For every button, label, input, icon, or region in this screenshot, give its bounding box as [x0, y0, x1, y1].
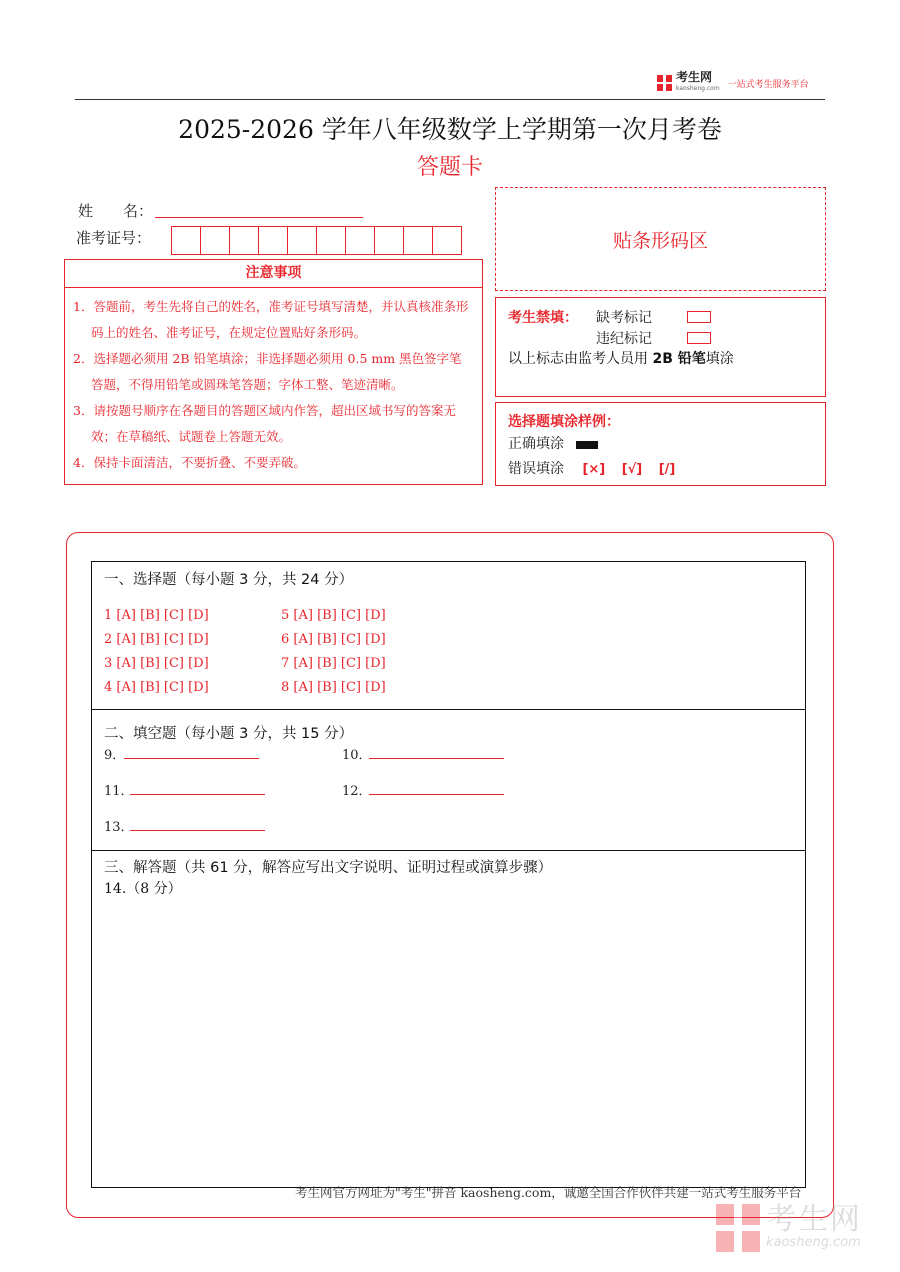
fill-question-9-answer[interactable]: [124, 758, 259, 759]
barcode-area: [495, 187, 826, 291]
exam-id-digit-box[interactable]: [171, 226, 201, 255]
exam-id-digit-box[interactable]: [374, 226, 404, 255]
wrong-fill-row: [508, 458, 675, 478]
mc-question-6[interactable]: 6 [A] [B] [C] [D]: [281, 632, 386, 647]
solve-section-title: 三、解答题（共 61 分，解答应写出文字说明、证明过程或演算步骤）: [104, 860, 553, 876]
fill-question-10-answer[interactable]: [369, 758, 504, 759]
exam-id-digit-box[interactable]: [287, 226, 317, 255]
exam-id-digit-box[interactable]: [403, 226, 433, 255]
violation-mark-label: 违纪标记: [596, 331, 652, 347]
wrong-fill-label: 错误填涂: [508, 461, 564, 477]
wrong-fill-cross: [×]: [582, 462, 606, 477]
notice-heading: 注意事项: [65, 260, 482, 288]
exam-id-digit-box[interactable]: [432, 226, 462, 255]
exam-id-digit-box[interactable]: [229, 226, 259, 255]
watermark-url: kaosheng.com: [766, 1235, 861, 1250]
fill-question-9-label: 9．: [104, 748, 126, 763]
watermark-logo-icon: [716, 1204, 760, 1252]
wrong-fill-slash: [/]: [658, 462, 676, 477]
exam-id-digit-box[interactable]: [258, 226, 288, 255]
notice-panel: [64, 259, 483, 485]
mc-question-5[interactable]: 5 [A] [B] [C] [D]: [281, 608, 386, 623]
fill-question-12-label: 12．: [342, 784, 372, 799]
fill-sample-label: 选择题填涂样例：: [508, 414, 620, 430]
fill-section-title: 二、填空题（每小题 3 分，共 15 分）: [104, 726, 354, 742]
watermark: [716, 1204, 862, 1252]
violation-mark-box[interactable]: [687, 332, 711, 344]
fill-question-13-answer[interactable]: [130, 830, 265, 831]
name-field[interactable]: [155, 217, 363, 218]
fill-question-12-answer[interactable]: [369, 794, 504, 795]
exam-id-label: 准考证号：: [76, 229, 152, 247]
absent-mark-box[interactable]: [687, 311, 711, 323]
absent-mark-label: 缺考标记: [596, 310, 652, 326]
logo-slogan: 一站式考生服务平台: [727, 79, 809, 90]
notice-item: 1．答题前，考生先将自己的姓名，准考证号填写清楚，并认真核准条形码上的姓名、准考证号，在规定位置贴好条形码。: [73, 299, 469, 340]
footer-text: 考生网官方网址为"考生"拼音 kaosheng.com，诚邀全国合作伙伴共建一站式考生服务平台: [295, 1185, 802, 1200]
logo-subtext: kaosheng.com: [676, 85, 720, 92]
fill-question-11-label: 11．: [104, 784, 134, 799]
page-title: 2025-2026 学年八年级数学上学期第一次月考卷: [178, 115, 722, 144]
wrong-fill-check: [√]: [621, 462, 643, 477]
name-label: 姓 名：: [78, 202, 154, 220]
exam-id-digit-box[interactable]: [345, 226, 375, 255]
mc-question-8[interactable]: 8 [A] [B] [C] [D]: [281, 680, 386, 695]
fill-question-13-label: 13．: [104, 820, 134, 835]
section-divider: [92, 850, 805, 851]
fill-sample-panel: [495, 402, 826, 486]
examiner-note: 以上标志由监考人员用 2B 铅笔填涂: [508, 351, 734, 367]
section-divider: [92, 709, 805, 710]
exam-id-digit-box[interactable]: [316, 226, 346, 255]
page-subtitle: 答题卡: [416, 155, 483, 180]
header-rule: [75, 99, 825, 100]
watermark-title: 考生网: [766, 1202, 862, 1237]
examiner-only-panel: [495, 297, 826, 397]
exam-id-boxes: [171, 226, 461, 255]
notice-item: 2．选择题必须用 2B 铅笔填涂；非选择题必须用 0.5 mm 黑色签字笔答题，不得用铅笔或圆珠笔答题；字体工整、笔迹清晰。: [73, 351, 462, 392]
fill-question-10-label: 10．: [342, 748, 372, 763]
header-logo: [657, 70, 809, 93]
logo-icon: [657, 75, 672, 91]
mc-question-2[interactable]: 2 [A] [B] [C] [D]: [104, 632, 209, 647]
notice-list: [65, 288, 482, 476]
answer-area: [91, 561, 806, 1188]
correct-fill-label: 正确填涂: [508, 436, 564, 452]
mc-question-7[interactable]: 7 [A] [B] [C] [D]: [281, 656, 386, 671]
notice-item: 4．保持卡面清洁，不要折叠、不要弄破。: [73, 455, 306, 470]
logo-text: 考生网: [676, 70, 713, 84]
barcode-label: 贴条形码区: [612, 229, 708, 252]
mc-question-3[interactable]: 3 [A] [B] [C] [D]: [104, 656, 209, 671]
exam-id-digit-box[interactable]: [200, 226, 230, 255]
mc-question-1[interactable]: 1 [A] [B] [C] [D]: [104, 608, 209, 623]
fill-question-11-answer[interactable]: [130, 794, 265, 795]
question-14-label: 14.（8 分）: [104, 881, 182, 897]
mc-question-4[interactable]: 4 [A] [B] [C] [D]: [104, 680, 209, 695]
question-14-answer-space[interactable]: [104, 902, 794, 1182]
examiner-only-label: 考生禁填：: [508, 310, 578, 326]
correct-fill-sample: [576, 441, 598, 449]
mc-section-title: 一、选择题（每小题 3 分，共 24 分）: [104, 572, 354, 588]
notice-item: 3．请按题号顺序在各题目的答题区域内作答，超出区域书写的答案无效；在草稿纸、试题卷上答题无效。: [73, 403, 456, 444]
